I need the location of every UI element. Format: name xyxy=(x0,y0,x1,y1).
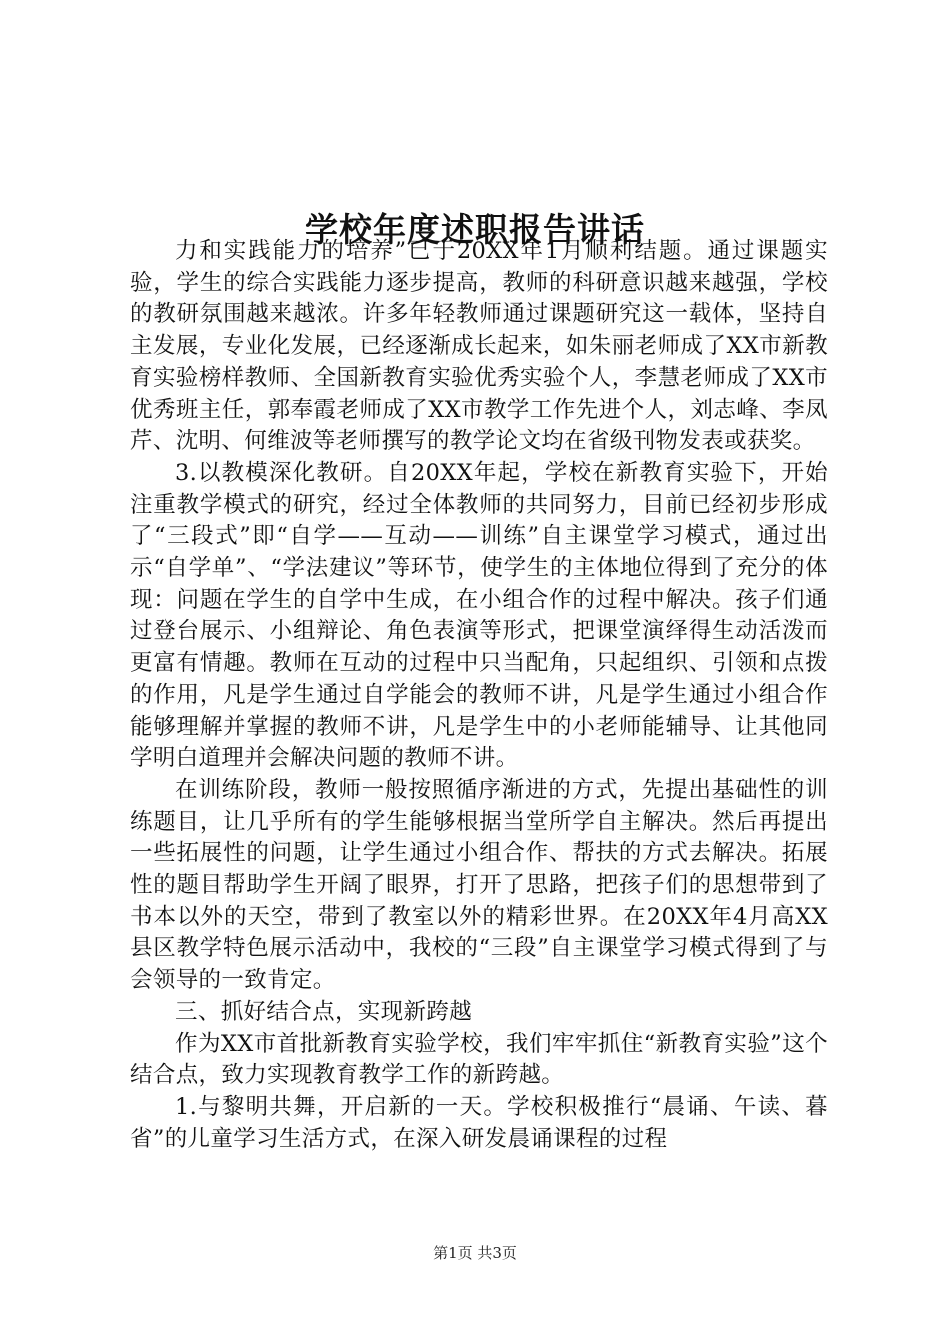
page-footer: 第1页 共3页 xyxy=(433,1244,517,1262)
section-heading: 三、抓好结合点，实现新跨越 xyxy=(175,998,473,1025)
paragraph-1: 力和实践能力的培养”已于20XX年1月顺利结题。通过课题实验，学生的综合实践能力逐步提高，教师的科研意识越来越强，学校的教研氛围越来越浓。许多年轻教师通过课题研究这一载体，坚持自主发展，专业化发展，已经逐渐成长起来，如朱丽老师成了XX市新教育实验榜样教师、全国新教育实验优秀实验个人，李慧老师成了XX市优秀班主任，郭奉霞老师成了XX市教学工作先进个人，刘志峰、李凤芹、沈明、何维波等老师撰写的教学论文均在省级刊物发表或获奖。 xyxy=(130,238,828,455)
document-title: 学校年度述职报告讲话 xyxy=(305,210,645,250)
document-body xyxy=(130,236,828,1155)
paragraph-3: 在训练阶段，教师一般按照循序渐进的方式，先提出基础性的训练题目，让几乎所有的学生能够根据当堂所学自主解决。然后再提出一些拓展性的问题，让学生通过小组合作、帮扶的方式去解决。拓展性的题目帮助学生开阔了眼界，打开了思路，把孩子们的思想带到了书本以外的天空，带到了教室以外的精彩世界。在20XX年4月高XX县区教学特色展示活动中，我校的“三段”自主课堂学习模式得到了与会领导的一致肯定。 xyxy=(130,776,828,994)
paragraph-5: 1.与黎明共舞，开启新的一天。学校积极推行“晨诵、午读、暮省”的儿童学习生活方式，在深入研发晨诵课程的过程 xyxy=(130,1093,828,1152)
paragraph-4: 作为XX市首批新教育实验学校，我们牢牢抓住“新教育实验”这个结合点，致力实现教育教学工作的新跨越。 xyxy=(130,1030,828,1089)
paragraph-2: 3.以教模深化教研。自20XX年起，学校在新教育实验下，开始注重教学模式的研究，经过全体教师的共同努力，目前已经初步形成了“三段式”即“自学——互动——训练”自主课堂学习模式，通过出示“自学单”、“学法建议”等环节，使学生的主体地位得到了充分的体现：问题在学生的自学中生成，在小组合作的过程中解决。孩子们通过登台展示、小组辩论、角色表演等形式，把课堂演绎得生动活泼而更富有情趣。教师在互动的过程中只当配角，只起组织、引领和点拨的作用，凡是学生通过自学能会的教师不讲，凡是学生通过小组合作能够理解并掌握的教师不讲，凡是学生中的小老师能辅导、让其他同学明白道理并会解决问题的教师不讲。 xyxy=(130,459,828,772)
